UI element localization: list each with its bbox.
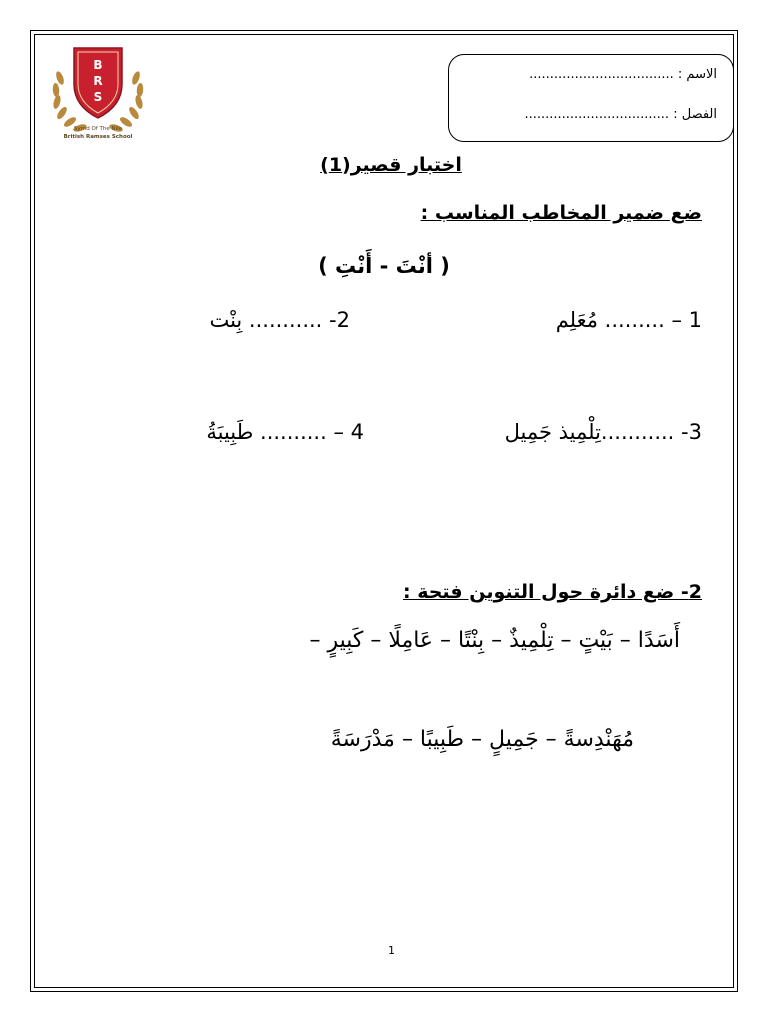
class-label: الفصل : bbox=[673, 107, 717, 122]
logo-letter-b: B bbox=[93, 58, 103, 72]
name-field[interactable] bbox=[529, 67, 717, 82]
section1-instruction: ضع ضمير المخاطب المناسب : bbox=[420, 202, 702, 224]
section2-instruction: 2- ضع دائرة حول التنوين فتحة : bbox=[403, 581, 702, 603]
tanween-words-line-2: مُهَنْدِسةً – جَمِيلٍ – طَبِيبًا – مَدْرَسَةً bbox=[330, 727, 634, 752]
logo-letter-s: S bbox=[93, 90, 103, 104]
name-label: الاسم : bbox=[677, 67, 717, 82]
quiz-title: اختبار قصير(1) bbox=[320, 154, 462, 176]
school-logo bbox=[44, 40, 152, 144]
student-info-box bbox=[448, 54, 734, 142]
name-blank[interactable]: ................................... bbox=[529, 67, 674, 82]
question-4: 4 – .......... طَبِيبَةُ bbox=[206, 420, 364, 444]
tanween-words-line-1: أَسَدًا – بَيْتٍ – تِلْمِيذٌ – بِنْتًا – عَامِلًا – كَبِيرٍ – bbox=[309, 628, 680, 653]
pronoun-choices: ( أنْتَ - أَنْتِ ) bbox=[318, 254, 450, 278]
question-1: 1 – ......... مُعَلِم bbox=[555, 308, 702, 332]
logo-motto: Syrnd Of The Nile bbox=[73, 126, 123, 132]
class-field[interactable] bbox=[524, 107, 717, 122]
page-border-inner bbox=[34, 34, 734, 988]
question-3: 3- ...........تِلْمِيذ جَمِيل bbox=[504, 420, 702, 444]
logo-letter-r: R bbox=[93, 74, 103, 88]
page-number: 1 bbox=[388, 944, 395, 957]
question-2: 2- ........... بِنْت bbox=[209, 308, 350, 332]
class-blank[interactable]: ................................... bbox=[524, 107, 670, 122]
logo-school-name: British Ramses School bbox=[63, 134, 133, 140]
